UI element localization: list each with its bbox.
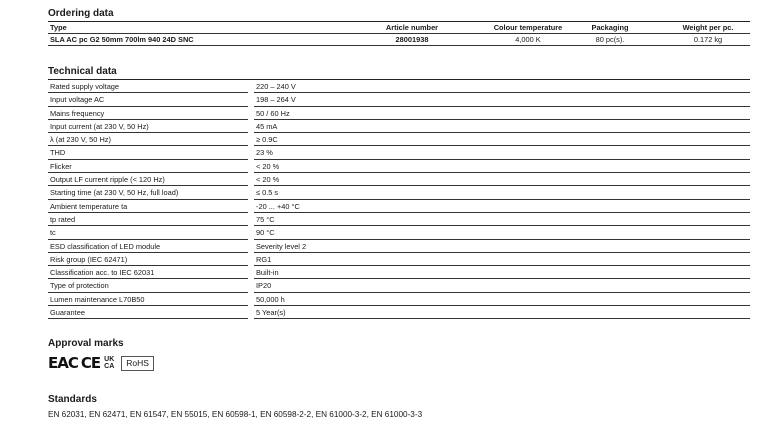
technical-data-label: ESD classification of LED module <box>50 241 161 251</box>
technical-data-label: Ambient temperature ta <box>50 201 128 211</box>
ukca-bottom: CA <box>104 363 115 370</box>
product-type: SLA AC pc G2 50mm 700lm 940 24D SNC <box>50 35 194 44</box>
ce-mark-icon: CE <box>80 354 101 372</box>
technical-data-section <box>48 66 750 80</box>
technical-data-value: < 20 % <box>256 161 280 171</box>
technical-data-label: Rated supply voltage <box>50 82 120 91</box>
technical-data-row <box>48 146 750 159</box>
row-divider-left <box>48 318 248 319</box>
technical-data-row <box>48 133 750 146</box>
header-weight: Weight per pc. <box>682 23 734 32</box>
technical-data-value: ≤ 0.5 s <box>256 188 279 198</box>
article-number: 28001938 <box>395 35 429 44</box>
technical-data-row <box>48 173 750 186</box>
technical-data-label: λ (at 230 V, 50 Hz) <box>50 135 111 145</box>
rohs-mark: RoHS <box>121 356 154 371</box>
technical-data-row <box>48 213 750 226</box>
technical-data-value: 5 Year(s) <box>256 308 286 318</box>
technical-data-value: Severity level 2 <box>256 241 307 251</box>
technical-data-row <box>48 93 750 106</box>
technical-data-label: Mains frequency <box>50 108 105 118</box>
ordering-row <box>48 34 750 46</box>
standards-list: EN 62031, EN 62471, EN 61547, EN 55015, EN 60598-1, EN 60598-2-2, EN 61000-3-2, EN 61000-3-3 <box>48 410 423 419</box>
header-colour-temperature: Colour temperature <box>493 23 563 32</box>
ordering-data-section <box>48 8 750 22</box>
technical-data-row <box>48 240 750 253</box>
technical-data-row <box>48 120 750 133</box>
technical-data-value: < 20 % <box>256 175 280 185</box>
standards-title: Standards <box>48 394 97 405</box>
technical-data-value: 50 / 60 Hz <box>256 108 290 118</box>
technical-data-rows <box>48 80 750 319</box>
technical-data-row <box>48 279 750 292</box>
technical-data-row <box>48 80 750 93</box>
technical-data-label: Input voltage AC <box>50 95 105 105</box>
row-divider-right <box>254 318 750 319</box>
approval-marks <box>48 354 154 372</box>
technical-data-row <box>48 306 750 319</box>
technical-data-value: 90 °C <box>256 228 275 238</box>
ordering-data-table <box>48 8 750 46</box>
technical-data-row <box>48 293 750 306</box>
technical-data-row <box>48 253 750 266</box>
ukca-top: UK <box>104 356 115 363</box>
technical-data-label: Starting time (at 230 V, 50 Hz, full load) <box>50 188 179 198</box>
technical-data-title: Technical data <box>48 66 117 77</box>
technical-data-value: 23 % <box>256 148 273 158</box>
technical-data-label: THD <box>50 148 66 158</box>
packaging: 80 pc(s). <box>595 35 625 44</box>
technical-data-value: ≥ 0.9C <box>256 135 278 145</box>
technical-data-value: -20 ... +40 °C <box>256 201 300 211</box>
technical-data-label: tc <box>50 228 56 238</box>
eac-mark-icon: EAC <box>48 354 78 372</box>
technical-data-value: 198 – 264 V <box>256 95 296 105</box>
ordering-header-row <box>48 22 750 34</box>
technical-data-row <box>48 186 750 199</box>
technical-data-row <box>48 226 750 239</box>
header-article-number: Article number <box>385 23 439 32</box>
technical-data-row <box>48 160 750 173</box>
colour-temperature: 4,000 K <box>515 35 541 44</box>
technical-data-value: IP20 <box>256 281 272 291</box>
technical-data-label: tp rated <box>50 214 76 224</box>
ukca-mark-icon <box>104 356 114 370</box>
technical-data-label: Input current (at 230 V, 50 Hz) <box>50 121 149 131</box>
technical-data-value: 220 – 240 V <box>256 82 296 91</box>
technical-data-label: Risk group (IEC 62471) <box>50 254 128 264</box>
weight-per-pc: 0.172 kg <box>693 35 723 44</box>
header-packaging: Packaging <box>591 23 629 32</box>
header-type: Type <box>50 23 67 32</box>
technical-data-value: Built-in <box>256 268 279 278</box>
technical-data-value: RG1 <box>256 254 272 264</box>
technical-data-value: 75 °C <box>256 214 275 224</box>
technical-data-value: 50,000 h <box>256 294 285 304</box>
technical-data-value: 45 mA <box>256 121 278 131</box>
technical-data-label: Lumen maintenance L70B50 <box>50 294 145 304</box>
technical-data-row <box>48 266 750 279</box>
technical-data-row <box>48 107 750 120</box>
technical-data-label: Type of protection <box>50 281 109 291</box>
technical-data-label: Flicker <box>50 161 72 171</box>
technical-data-label: Guarantee <box>50 308 85 318</box>
technical-data-row <box>48 200 750 213</box>
approval-marks-title: Approval marks <box>48 338 124 349</box>
technical-data-table <box>48 66 750 319</box>
ordering-data-title: Ordering data <box>48 8 114 19</box>
technical-data-label: Output LF current ripple (< 120 Hz) <box>50 175 165 185</box>
technical-data-label: Classification acc. to IEC 62031 <box>50 268 155 278</box>
